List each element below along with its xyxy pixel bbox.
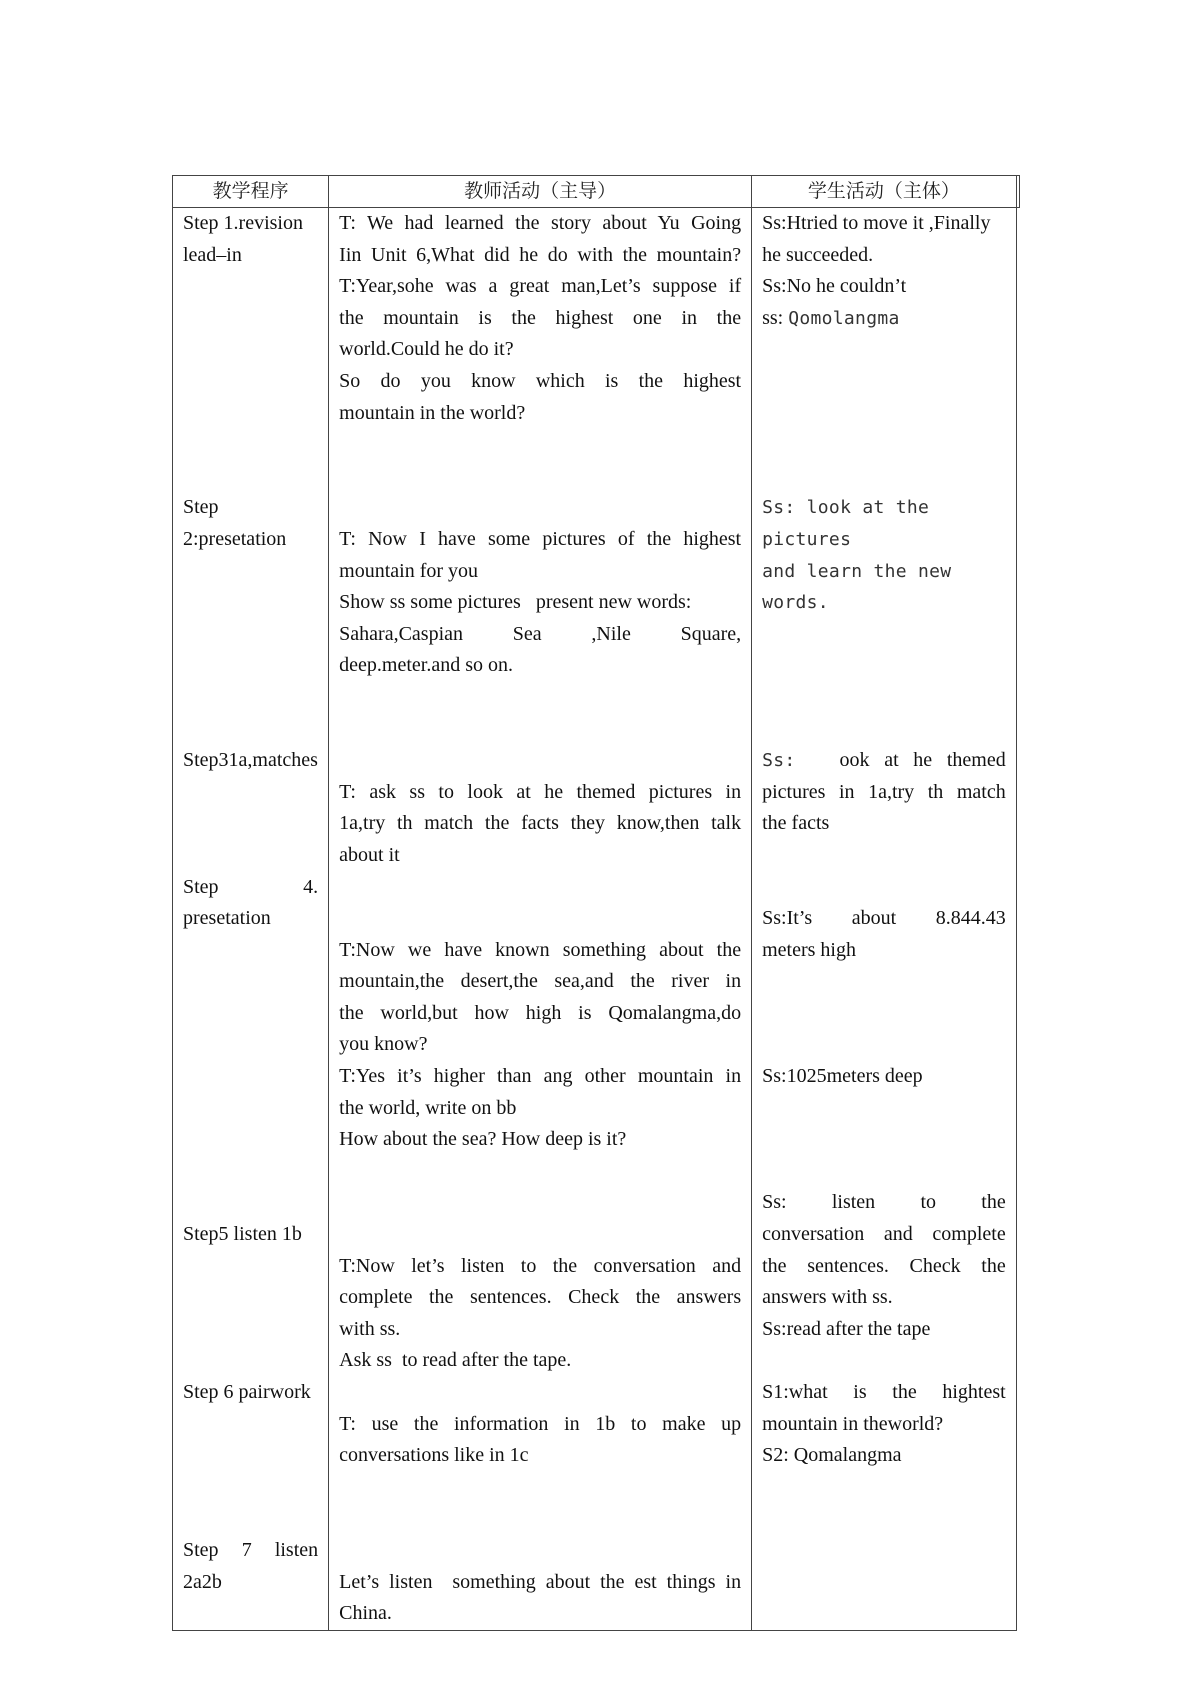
teacher-line: T: ask ss to look at he themed pictures in bbox=[339, 780, 742, 803]
teacher-line: China. bbox=[339, 1602, 392, 1625]
step-7-line-1 bbox=[183, 1535, 318, 1567]
student-line: Ss:1025meters deep bbox=[762, 1065, 923, 1088]
step-2-line-1: Step bbox=[183, 496, 219, 519]
teacher-line: with ss. bbox=[339, 1317, 401, 1340]
table-header-row bbox=[173, 176, 1020, 208]
teacher-line: the mountain is the highest one in the bbox=[339, 306, 742, 329]
student-line: he succeeded. bbox=[762, 243, 874, 266]
student-line: answers with ss. bbox=[762, 1286, 893, 1309]
student-line: Ss:No he couldn’t bbox=[762, 275, 907, 298]
student-line: meters high bbox=[762, 938, 856, 961]
student-line: the sentences. Check the bbox=[762, 1254, 1006, 1277]
teacher-line: conversations like in 1c bbox=[339, 1444, 529, 1467]
step-1-line-2: lead–in bbox=[183, 243, 242, 266]
teacher-line: mountain in the world? bbox=[339, 401, 526, 424]
step-4-line-2: presetation bbox=[183, 907, 271, 930]
teacher-line: mountain,the desert,the sea,and the river in bbox=[339, 970, 742, 993]
lesson-plan-table-wrapper bbox=[172, 175, 1020, 1631]
student-line: Ss:read after the tape bbox=[762, 1317, 931, 1340]
student-line: Ss:It’s about 8.844.43 bbox=[762, 907, 1006, 930]
teacher-line: Ask ss to read after the tape. bbox=[339, 1349, 572, 1372]
student-column bbox=[752, 208, 1017, 1631]
step-2-line-2: 2:presetation bbox=[183, 527, 287, 550]
teacher-line: world.Could he do it? bbox=[339, 338, 514, 361]
teacher-line: mountain for you bbox=[339, 559, 479, 582]
step-5: Step5 listen 1b bbox=[183, 1223, 302, 1246]
teacher-line: the world, write on bb bbox=[339, 1096, 517, 1119]
student-line: S2: Qomalangma bbox=[762, 1444, 902, 1467]
student-line: conversation and complete bbox=[762, 1223, 1006, 1246]
extra-column bbox=[1016, 208, 1019, 1631]
teacher-line: complete the sentences. Check the answers bbox=[339, 1286, 742, 1309]
steps-column bbox=[173, 208, 329, 1631]
teacher-line: the world,but how high is Qomalangma,do bbox=[339, 1001, 742, 1024]
step-4-line-1 bbox=[183, 872, 318, 904]
student-line-prefix: ss: bbox=[762, 306, 789, 329]
step-6: Step 6 pairwork bbox=[183, 1381, 311, 1404]
student-line: Ss: listen to the bbox=[762, 1191, 1006, 1214]
teacher-line: 1a,try th match the facts they know,then talk bbox=[339, 812, 742, 835]
teacher-column bbox=[329, 208, 752, 1631]
teacher-line: T: We had learned the story about Yu Going bbox=[339, 212, 742, 234]
student-line: mountain in theworld? bbox=[762, 1412, 944, 1435]
teacher-line: you know? bbox=[339, 1033, 428, 1056]
teacher-line: T:Now let’s listen to the conversation and bbox=[339, 1254, 742, 1277]
teacher-line: deep.meter.and so on. bbox=[339, 654, 513, 677]
student-line: Ss:Htried to move it ,Finally bbox=[762, 212, 991, 234]
step-7-line-2: 2a2b bbox=[183, 1570, 222, 1593]
teacher-line: Sahara,Caspian Sea ,Nile Square, bbox=[339, 622, 742, 645]
step-4-number: 4. bbox=[303, 875, 319, 898]
student-line: S1:what is the hightest bbox=[762, 1381, 1006, 1404]
step-7-listen: listen bbox=[274, 1539, 319, 1562]
step-1-line-1: Step 1.revision bbox=[183, 212, 303, 234]
student-line-word: Qomolangma bbox=[788, 307, 900, 329]
teacher-line: T:Now we have known something about the bbox=[339, 938, 742, 961]
student-line: and learn the new words. bbox=[762, 560, 952, 614]
student-line bbox=[762, 745, 1006, 777]
teacher-line: So do you know which is the highest bbox=[339, 369, 742, 392]
step-4-word: Step bbox=[183, 875, 219, 898]
student-line-rest: ook at he themed bbox=[839, 749, 1006, 772]
teacher-line: How about the sea? How deep is it? bbox=[339, 1128, 627, 1151]
teacher-line: T: Now I have some pictures of the highest bbox=[339, 527, 742, 550]
header-student-activity: 学生活动（主体） bbox=[752, 176, 1017, 208]
lesson-plan-table bbox=[172, 175, 1020, 1631]
teacher-line: Show ss some pictures present new words: bbox=[339, 591, 692, 614]
student-line bbox=[762, 303, 1006, 335]
student-line: Ss: look at the pictures bbox=[762, 497, 930, 550]
step-3: Step31a,matches bbox=[183, 749, 318, 772]
teacher-line: T: use the information in 1b to make up bbox=[339, 1412, 742, 1435]
student-line: the facts bbox=[762, 812, 830, 835]
step-7-word: Step bbox=[183, 1539, 219, 1562]
header-extra-cell bbox=[1016, 176, 1019, 208]
header-teacher-activity: 教师活动（主导） bbox=[329, 176, 752, 208]
step-7-number: 7 bbox=[241, 1539, 252, 1562]
teacher-line: Iin Unit 6,What did he do with the mountain? bbox=[339, 243, 742, 266]
teacher-line: T:Year,sohe was a great man,Let’s suppose if bbox=[339, 275, 742, 298]
student-line: pictures in 1a,try th match bbox=[762, 780, 1006, 803]
student-line-prefix: Ss: bbox=[762, 750, 796, 772]
header-teaching-procedure: 教学程序 bbox=[173, 176, 329, 208]
table-body-row bbox=[173, 208, 1020, 1631]
teacher-line: about it bbox=[339, 843, 400, 866]
teacher-line: Let’s listen something about the est things in bbox=[339, 1570, 742, 1593]
teacher-line: T:Yes it’s higher than ang other mountain in bbox=[339, 1065, 742, 1088]
